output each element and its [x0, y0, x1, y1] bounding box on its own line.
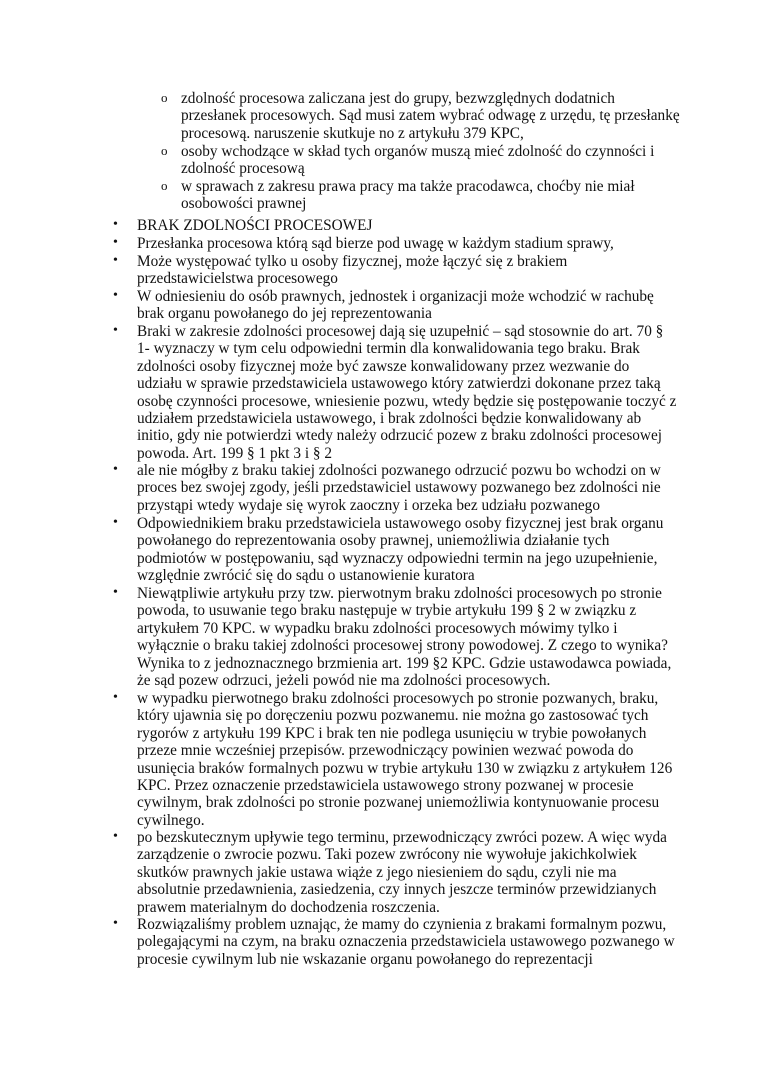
- list-item-text: Niewątpliwie artykułu przy tzw. pierwotnym braku zdolności procesowych po stronie powoda, to usuwanie tego braku następuje w trybie artykułu 199 § 2 w związku z artykułem 70 KPC. w wypadku braku zdolności procesowych mówimy tylko i wyłącznie o braku takiej zdolności procesowej strony powodowej. Z czego to wynika? Wynika to z jednoznacznego brzmienia art. 199 §2 KPC. Gdzie ustawodawca powiada, że sąd pozew odrzuci, jeżeli powód nie ma zdolności procesowych.: [137, 585, 672, 690]
- circle-bullet-icon: o: [161, 178, 168, 193]
- sub-item-text: w sprawach z zakresu prawa pracy ma także pracodawca, choćby nie miał osobowości prawnej: [181, 178, 635, 213]
- bullet-icon: •: [113, 288, 118, 303]
- sub-list-item: [0, 143, 760, 178]
- list-item-text: po bezskutecznym upływie tego terminu, przewodniczący zwróci pozew. A więc wyda zarządzenie o zwrocie pozwu. Taki pozew zwrócony nie wywołuje jakichkolwiek skutków prawnych jakie ustawa wiąże z jego niesieniem do sądu, czyli nie ma absolutnie przedawnienia, zasiedzenia, czy innych jeszcze terminów przewidzianych prawem materialnym do dochodzenia roszczenia.: [137, 829, 667, 916]
- list-item: [0, 690, 760, 829]
- bullet-icon: •: [113, 690, 118, 705]
- list-item-text: Rozwiązaliśmy problem uznając, że mamy do czynienia z brakami formalnym pozwu, polegającymi na czym, na braku oznaczenia przedstawiciela ustawowego pozwanego w procesie cywilnym lub nie wskazanie organu powołanego do reprezentacji: [137, 916, 675, 968]
- bullet-icon: •: [113, 916, 118, 931]
- list-item: [0, 515, 760, 585]
- sub-item-text: osoby wchodzące w skład tych organów muszą mieć zdolność do czynności i zdolność procesową: [181, 143, 655, 178]
- bullet-icon: •: [113, 462, 118, 477]
- circle-bullet-icon: o: [161, 143, 168, 158]
- list-item: [0, 235, 760, 253]
- list-item: [0, 585, 760, 690]
- sub-list-item: [0, 178, 760, 213]
- bullet-icon: •: [113, 217, 118, 232]
- section-heading: BRAK ZDOLNOŚCI PROCESOWEJ: [137, 217, 373, 234]
- bullet-icon: •: [113, 253, 118, 268]
- bullet-icon: •: [113, 829, 118, 844]
- sub-bullet-list: [0, 90, 760, 213]
- list-item: [0, 323, 760, 462]
- list-item-text: Może występować tylko u osoby fizycznej, może łączyć się z brakiem przedstawicielstwa procesowego: [137, 253, 568, 288]
- bullet-list: [0, 217, 760, 969]
- list-item: [0, 462, 760, 515]
- list-item: [0, 916, 760, 969]
- sub-item-text: zdolność procesowa zaliczana jest do grupy, bezwzględnych dodatnich przesłanek procesowych. Sąd musi zatem wybrać odwagę z urzędu, tę przesłankę procesową. naruszenie skutkuje no z artykułu 379 KPC,: [181, 90, 680, 142]
- list-item: [0, 253, 760, 288]
- circle-bullet-icon: o: [161, 90, 168, 105]
- sub-list-item: [0, 90, 760, 143]
- list-item-text: Odpowiednikiem braku przedstawiciela ustawowego osoby fizycznej jest brak organu powołanego do reprezentowania osoby prawnej, uniemożliwia działanie tych podmiotów w postępowaniu, sąd wyznaczy odpowiedni termin na jego uzupełnienie, względnie zwrócić się do sądu o ustanowienie kuratora: [137, 515, 664, 585]
- bullet-icon: •: [113, 515, 118, 530]
- list-item-text: ale nie mógłby z braku takiej zdolności pozwanego odrzucić pozwu bo wchodzi on w proces bez swojej zgody, jeśli przedstawiciel ustawowy pozwanego bez zdolności nie przystąpi wtedy wydaje się wyrok zaoczny i orzeka bez udziału pozwanego: [137, 462, 661, 514]
- list-item: [0, 217, 760, 235]
- bullet-icon: •: [113, 235, 118, 250]
- list-item-text: W odniesieniu do osób prawnych, jednostek i organizacji może wchodzić w rachubę brak organu powołanego do jej reprezentowania: [137, 288, 654, 323]
- list-item-text: Braki w zakresie zdolności procesowej dają się uzupełnić – sąd stosownie do art. 70 § 1- wyznaczy w tym celu odpowiedni termin dla konwalidowania tego braku. Brak zdolności osoby fizycznej może być zawsze konwalidowany przez wezwanie do udziału w sprawie przedstawiciela ustawowego który zatwierdzi dokonane przez taką osobę czynności procesowe, wniesienie pozwu, wtedy będzie się postępowanie toczyć z udziałem przedstawiciela ustawowego, i brak zdolności będzie konwalidowany ab initio, gdy nie potwierdzi wtedy należy odrzucić pozew z braku zdolności procesowej powoda. Art. 199 § 1 pkt 3 i § 2: [137, 323, 677, 462]
- bullet-icon: •: [113, 585, 118, 600]
- list-item-text: Przesłanka procesowa którą sąd bierze pod uwagę w każdym stadium sprawy,: [137, 235, 614, 252]
- bullet-icon: •: [113, 323, 118, 338]
- list-item-text: w wypadku pierwotnego braku zdolności procesowych po stronie pozwanych, braku, który ujawnia się po doręczeniu pozwu pozwanemu. nie można go zastosować tych rygorów z artykułu 199 KPC i brak ten nie podlega usunięciu w trybie powołanych przeze mnie wcześniej przepisów. przewodniczący powinien wezwać powoda do usunięcia braków formalnych pozwu w trybie artykułu 130 w związku z artykułem 126 KPC. Przez oznaczenie przedstawiciela ustawowego strony pozwanej w procesie cywilnym, brak zdolności po stronie pozwanej uniemożliwia kontynuowanie procesu cywilnego.: [137, 690, 673, 829]
- list-item: [0, 829, 760, 916]
- list-item: [0, 288, 760, 323]
